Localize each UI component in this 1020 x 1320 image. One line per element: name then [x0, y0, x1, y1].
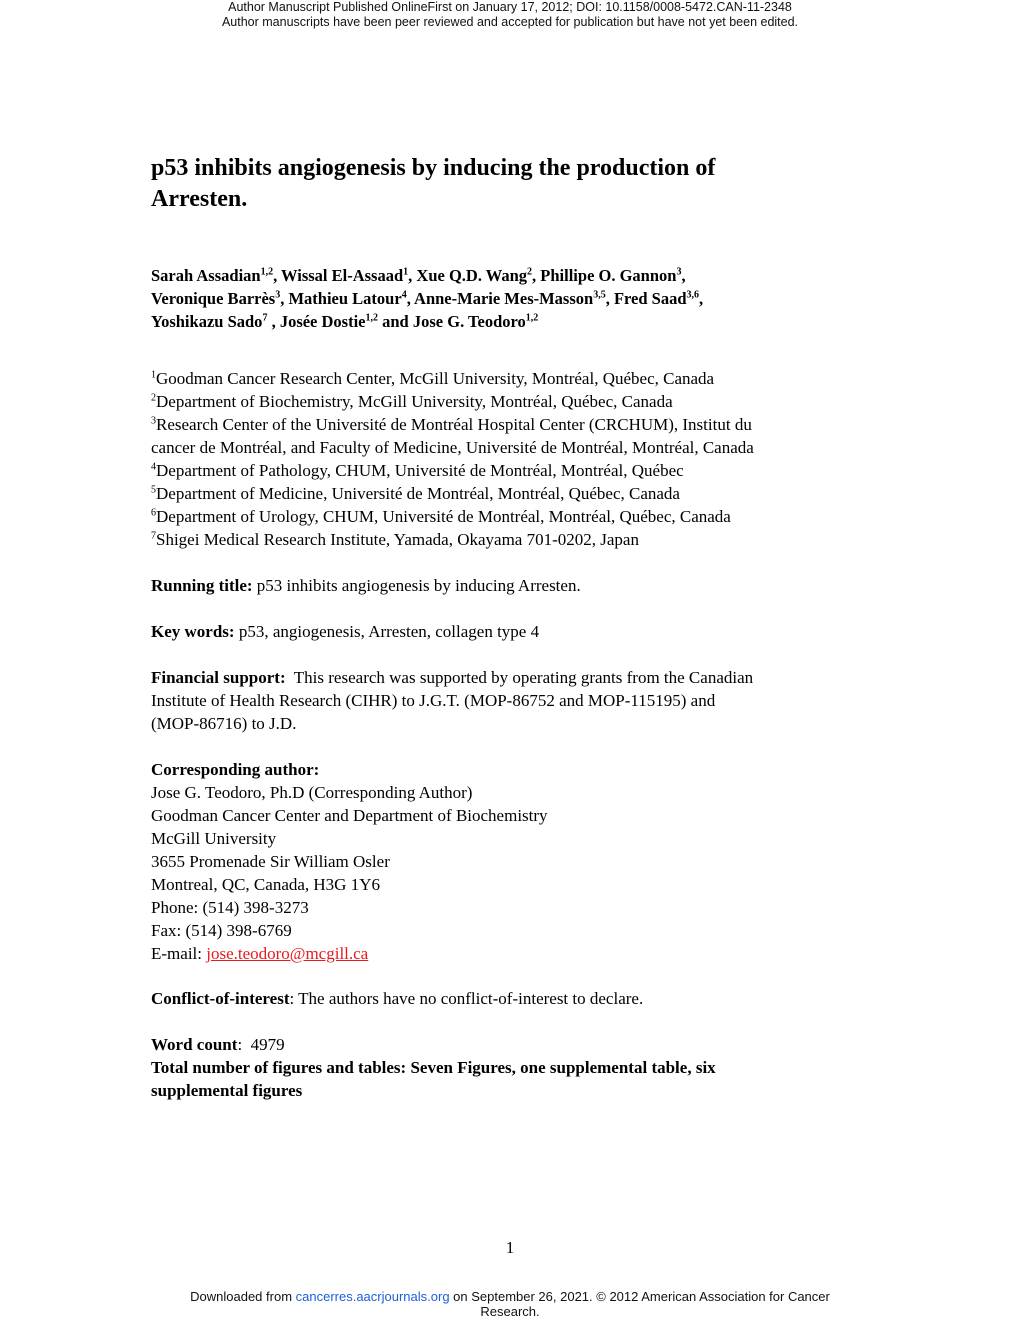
affiliation-number: 5 — [151, 484, 156, 496]
footer-prefix: Downloaded from — [190, 1289, 296, 1304]
figures-tables-line-2: supplemental figures — [151, 1081, 303, 1100]
conflict-of-interest — [151, 987, 871, 1010]
author-separator: , — [605, 289, 614, 308]
author-affiliation: 2 — [527, 266, 533, 278]
manuscript-banner — [0, 0, 1020, 30]
affiliation-text: Department of Pathology, CHUM, Université de Montréal, Montréal, Québec — [156, 461, 684, 480]
page-number: 1 — [505, 1238, 515, 1257]
author-affiliation: 7 — [262, 312, 268, 324]
author-name: Fred Saad — [613, 289, 687, 308]
corresponding-author-street: 3655 Promenade Sir William Osler — [151, 852, 390, 871]
key-words-label: Key words: — [151, 622, 235, 641]
author-name: Josée Dostie — [279, 312, 366, 331]
author-separator: , — [273, 266, 282, 285]
affiliation-item — [151, 390, 871, 413]
author-name: Veronique Barrès — [151, 289, 276, 308]
author-line-1 — [151, 264, 871, 287]
journal-link[interactable]: cancerres.aacrjournals.org — [295, 1289, 450, 1304]
affiliation-item — [151, 367, 871, 390]
affiliation-item — [151, 482, 871, 505]
author-line-3 — [151, 310, 871, 333]
financial-support-line-3: (MOP-86716) to J.D. — [151, 714, 297, 733]
author-affiliation: 1,2 — [525, 312, 539, 324]
author-affiliation: 3 — [275, 289, 281, 301]
affiliation-number: 2 — [151, 392, 156, 404]
affiliation-number: 6 — [151, 507, 156, 519]
paper-title — [151, 153, 831, 215]
title-line-1: p53 inhibits angiogenesis by inducing the production of — [151, 155, 716, 181]
affiliation-text: Department of Urology, CHUM, Université de Montréal, Montréal, Québec, Canada — [156, 507, 731, 526]
key-words-value: p53, angiogenesis, Arresten, collagen type 4 — [234, 622, 540, 641]
author-separator: , — [699, 289, 704, 308]
affiliation-number: 3 — [151, 415, 156, 427]
word-count-section — [151, 1033, 871, 1102]
author-name: Phillipe O. Gannon — [540, 266, 677, 285]
word-count-value: : 4979 — [237, 1035, 285, 1054]
author-affiliation: 1 — [403, 266, 409, 278]
corresponding-author-label: Corresponding author: — [151, 760, 320, 779]
footer-suffix: on September 26, 2021. © 2012 American Association for Cancer — [449, 1289, 830, 1304]
author-name: Wissal El-Assaad — [281, 266, 404, 285]
key-words — [151, 620, 871, 643]
email-link[interactable]: jose.teodoro@mcgill.ca — [206, 944, 369, 963]
banner-line-2: Author manuscripts have been peer reviewed and accepted for publication but have not yet been edited. — [221, 15, 799, 29]
author-separator: , — [532, 266, 541, 285]
affiliation-continuation: cancer de Montréal, and Faculty of Medicine, Université de Montréal, Montréal, Canada — [151, 438, 754, 457]
author-affiliation: 1,2 — [260, 266, 274, 278]
financial-support — [151, 666, 871, 735]
running-title-label: Running title: — [151, 576, 253, 595]
author-name: Mathieu Latour — [288, 289, 402, 308]
author-separator: , — [280, 289, 289, 308]
title-line-2: Arresten. — [151, 186, 248, 212]
affiliation-list — [151, 367, 871, 551]
affiliation-text: Department of Medicine, Université de Montréal, Montréal, Québec, Canada — [156, 484, 680, 503]
word-count-label: Word count — [151, 1035, 238, 1054]
author-separator: , — [406, 289, 415, 308]
corresponding-author-name: Jose G. Teodoro, Ph.D (Corresponding Author) — [151, 783, 473, 802]
affiliation-item — [151, 528, 871, 551]
author-separator: , — [408, 266, 417, 285]
conflict-label: Conflict-of-interest — [151, 989, 290, 1008]
corresponding-author-fax: Fax: (514) 398-6769 — [151, 921, 292, 940]
corresponding-author-university: McGill University — [151, 829, 277, 848]
affiliation-item — [151, 413, 871, 436]
author-name: Xue Q.D. Wang — [416, 266, 528, 285]
running-title — [151, 574, 871, 597]
author-affiliation: 1,2 — [365, 312, 378, 324]
author-separator: , — [681, 266, 686, 285]
affiliation-number: 1 — [151, 369, 156, 381]
corresponding-author-phone: Phone: (514) 398-3273 — [151, 898, 309, 917]
affiliation-text: Shigei Medical Research Institute, Yamada, Okayama 701-0202, Japan — [156, 530, 639, 549]
author-name: Jose G. Teodoro — [412, 312, 526, 331]
conflict-value: : The authors have no conflict-of-interest to declare. — [289, 989, 644, 1008]
author-affiliation: 4 — [401, 289, 407, 301]
author-line-2 — [151, 287, 871, 310]
author-affiliation: 3,5 — [593, 289, 606, 301]
author-list — [151, 264, 871, 333]
figures-tables-line-1: Total number of figures and tables: Seven Figures, one supplemental table, six — [151, 1058, 716, 1077]
author-affiliation: 3,6 — [686, 289, 700, 301]
email-label: E-mail: — [151, 944, 207, 963]
affiliation-text: Department of Biochemistry, McGill University, Montréal, Québec, Canada — [156, 392, 673, 411]
affiliation-item — [151, 459, 871, 482]
author-name: Sarah Assadian — [151, 266, 261, 285]
corresponding-author-city: Montreal, QC, Canada, H3G 1Y6 — [151, 875, 380, 894]
footer-line-2: Research. — [480, 1304, 540, 1319]
affiliation-item — [151, 505, 871, 528]
corresponding-author — [151, 758, 871, 965]
download-footer — [0, 1289, 1020, 1319]
affiliation-number: 4 — [151, 461, 156, 473]
financial-support-line-2: Institute of Health Research (CIHR) to J.G.T. (MOP-86752 and MOP-115195) and — [151, 691, 716, 710]
author-separator: and — [378, 312, 413, 331]
running-title-value: p53 inhibits angiogenesis by inducing Arresten. — [252, 576, 581, 595]
financial-support-label: Financial support: — [151, 668, 286, 687]
affiliation-number: 7 — [151, 530, 156, 542]
financial-support-line-1: This research was supported by operating grants from the Canadian — [285, 668, 754, 687]
affiliation-text: Research Center of the Université de Montréal Hospital Center (CRCHUM), Institut du — [156, 415, 752, 434]
author-name: Anne-Marie Mes-Masson — [414, 289, 594, 308]
author-separator: , — [267, 312, 280, 331]
author-affiliation: 3 — [676, 266, 682, 278]
author-name: Yoshikazu Sado — [151, 312, 263, 331]
affiliation-text: Goodman Cancer Research Center, McGill University, Montréal, Québec, Canada — [156, 369, 715, 388]
corresponding-author-dept: Goodman Cancer Center and Department of Biochemistry — [151, 806, 548, 825]
banner-line-1: Author Manuscript Published OnlineFirst on January 17, 2012; DOI: 10.1158/0008-5472.CAN-11-2348 — [228, 0, 792, 14]
